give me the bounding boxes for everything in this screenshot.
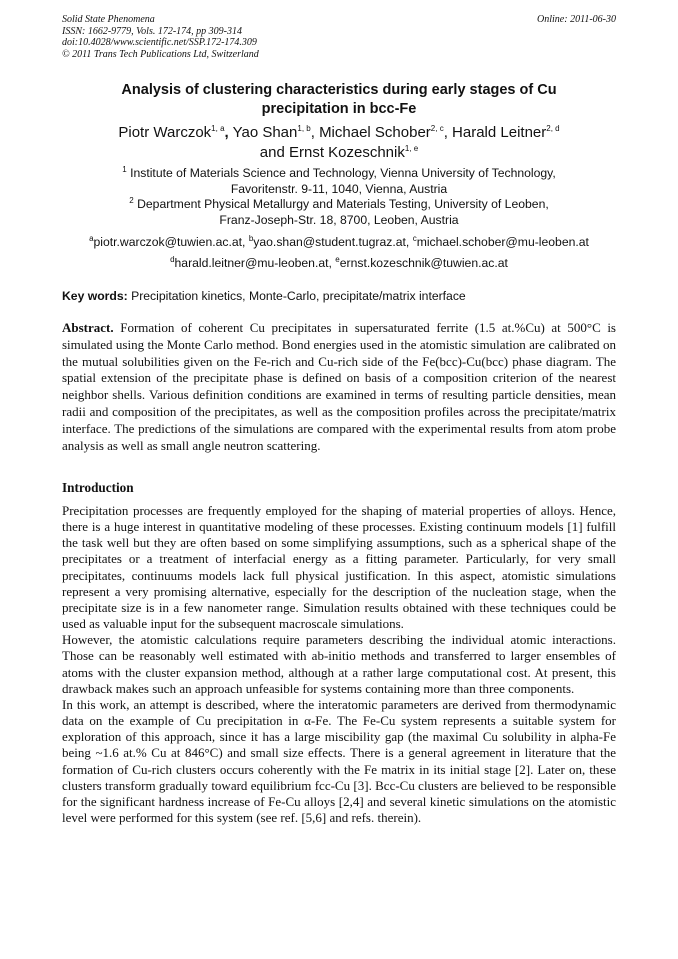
journal-issn: ISSN: 1662-9779, Vols. 172-174, pp 309-314	[62, 25, 242, 37]
email-sup: a	[89, 233, 94, 243]
title-line-2: precipitation in bcc-Fe	[261, 101, 417, 117]
author-sup: 1, a	[211, 124, 225, 133]
keywords	[62, 289, 616, 304]
author-list	[62, 123, 616, 162]
introduction-paragraph-3: In this work, an attempt is described, where the interatomic parameters are derived from thermodynamic data on the example of Cu precipitation in α-Fe. The Fe-Cu system represents a suitable system for exploration of this approach, since it has a large miscibility gap (the maximal Cu solubility in alpha-Fe being ~1.6 at.% Cu at 846°C) and small size effects. There is a general agreement in literature that the formation of Cu-rich clusters occurs coherently with the Fe matrix in its initial stage [2]. Later on, these clusters transform gradually toward equilibrium fcc-Cu [3]. Bcc-Cu clusters are believed to be responsible for the significant hardness increase of Fe-Cu alloys [2,4] and several kinetic simulations on the atomistic level were performed for this system (see ref. [5,6] and refs. therein).	[62, 696, 616, 825]
journal-doi: doi:10.4028/www.scientific.net/SSP.172-174.309	[62, 37, 257, 48]
introduction-body	[62, 503, 616, 826]
affiliation-sup: 2	[129, 195, 134, 205]
journal-copyright: © 2011 Trans Tech Publications Ltd, Switzerland	[62, 48, 259, 60]
author-sup: 2, d	[546, 124, 560, 133]
abstract-text: Formation of coherent Cu precipitates in supersaturated ferrite (1.5 at.%Cu) at 500°C is simulated using the Monte Carlo method. Bond energies used in the atomistic simulation are calibrated on the mutual solubilities given on the Fe-rich and Cu-rich side of the Fe(bcc)-Cu(bcc) phase diagram. The spatial extension of the precipitate phase is defined on basis of a composition criterion of the nearest neighbor shells. Various definition conditions are examined in terms of resulting particle densities, mean radii and composition of the precipitates, as well as the composition profiles across the precipitate/matrix interface. The predictions of the simulations are compared with the experimental results from atom probe analysis as well as small angle neutron scattering.	[62, 320, 616, 453]
author-name: Harald Leitner	[452, 124, 547, 141]
author-emails	[62, 232, 616, 274]
affiliation-sup: 1	[122, 164, 127, 174]
email-a[interactable]: piotr.warczok@tuwien.ac.at,	[93, 235, 246, 249]
author-line-2	[62, 143, 616, 163]
journal-header	[62, 14, 616, 60]
affiliation-2-line-2: Franz-Joseph-Str. 18, 8700, Leoben, Austria	[219, 212, 459, 227]
abstract	[62, 320, 616, 454]
affiliations	[62, 166, 616, 228]
keywords-text: Precipitation kinetics, Monte-Carlo, precipitate/matrix interface	[131, 289, 466, 303]
author-sup: 1, e	[404, 143, 419, 153]
introduction-heading: Introduction	[62, 480, 134, 495]
affiliation-2-line-1	[62, 197, 616, 213]
introduction-paragraph-1: Precipitation processes are frequently employed for the shaping of material properties of alloys. Hence, there is a huge interest in quantitative modeling of these processes. Existing continuum models [1] fulfill the task well but they are often based on some simplifying assumptions, such as a spherical shape of the precipitates or a treatment of interfacial energy as a fitting parameter. Particularly, for very small precipitates, continuums models lack full physical justification. In this aspect, atomistic simulations represent a very promising alternative, especially for the description of the nucleation stage, when the precipitate size is in a few nanometer range. Simulation results obtained with these techniques could be used as valuable input for the subsequent macroscale simulations.	[62, 503, 616, 632]
paper-title	[62, 81, 616, 119]
author-line-1: Piotr Warczok$^{1, a}$, Yao Shan$^{1, b}$, Michael Schober$^{2, c}$, Harald Leitner$^{2, d}$	[118, 124, 560, 141]
author-sup: 2, c	[430, 124, 444, 133]
email-sup: e	[335, 254, 340, 264]
email-sup: d	[170, 254, 175, 264]
email-line-2	[62, 253, 616, 274]
email-d[interactable]: harald.leitner@mu-leoben.at,	[174, 256, 332, 270]
journal-name: Solid State Phenomena	[62, 14, 155, 25]
email-b[interactable]: yao.shan@student.tugraz.at,	[253, 235, 410, 249]
email-line-1	[62, 232, 616, 253]
online-date: Online: 2011-06-30	[537, 14, 616, 25]
affiliation-1-line-2: Favoritenstr. 9-11, 1040, Vienna, Austria	[230, 181, 448, 196]
author-name: Yao Shan	[232, 124, 298, 141]
introduction-paragraph-2: However, the atomistic calculations require parameters describing the individual atomic interactions. Those can be reasonably well estimated with ab-initio methods and transferred to larger ensembles of atoms with the cluster expansion method, although at a rather large computational cost. At present, this drawback makes such an approach unfeasible for systems containing more than three components.	[62, 632, 616, 696]
keywords-label: Key words:	[62, 289, 128, 303]
title-line-1: Analysis of clustering characteristics during early stages of Cu	[121, 82, 557, 98]
email-sup: c	[412, 233, 417, 243]
email-e[interactable]: ernst.kozeschnik@tuwien.ac.at	[339, 256, 508, 270]
affiliation-1-line-1	[62, 166, 616, 182]
author-name: and Ernst Kozeschnik	[259, 143, 405, 161]
author-name: Piotr Warczok	[118, 124, 212, 141]
email-sup: b	[248, 233, 254, 243]
author-sup: 1, b	[297, 124, 311, 133]
abstract-label: Abstract.	[62, 320, 114, 335]
affiliation-text: Department Physical Metallurgy and Materials Testing, University of Leoben,	[137, 197, 549, 211]
affiliation-text: Institute of Materials Science and Technology, Vienna University of Technology,	[130, 166, 556, 180]
email-c[interactable]: michael.schober@mu-leoben.at	[416, 235, 589, 249]
author-name: Michael Schober	[319, 124, 431, 141]
